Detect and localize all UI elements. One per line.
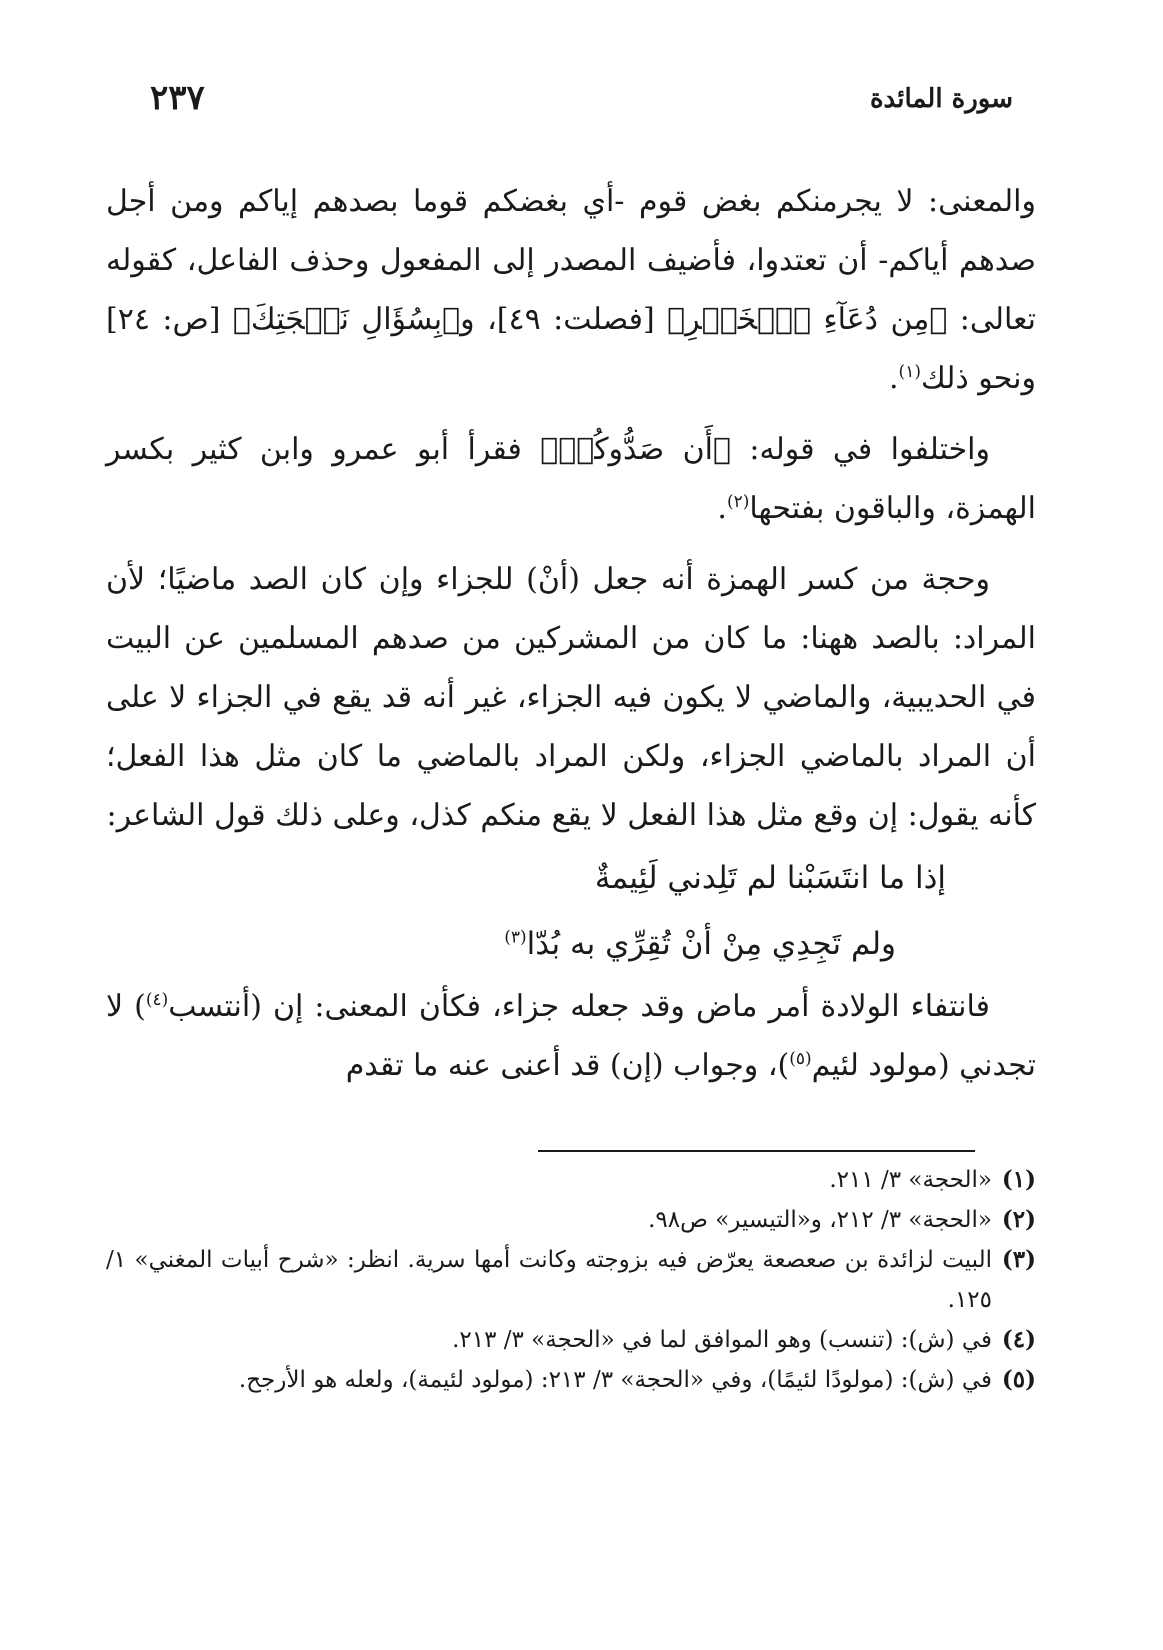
footnote-text: البيت لزائدة بن صعصعة يعرّض فيه بزوجته وكانت أمها سرية. انظر: «شرح أبيات المغني» ١/ ١٢٥.	[106, 1247, 992, 1313]
footnote-ref-1: (١)	[898, 362, 921, 382]
verse-line-1: إذا ما انتَسَبْنا لم تَلِدني لَئِيمةٌ	[594, 860, 946, 896]
footnote-text: في (ش): (تنسب) وهو الموافق لما في «الحجة» ٣/ ٢١٣.	[452, 1327, 992, 1353]
footnote-text: «الحجة» ٣/ ٢١٢، و«التيسير» ص٩٨.	[648, 1207, 992, 1233]
poetry-verse	[106, 845, 1036, 977]
verse-line-2-text: ولم تَجِدِي مِنْ أنْ تُقِرِّي به بُدّا	[526, 926, 896, 962]
paragraph-argument: وحجة من كسر الهمزة أنه جعل (أنْ) للجزاء وإن كان الصد ماضيًا؛ لأن المراد: بالصد ههنا: ما كان من المشركين من صدهم المسلمين عن البيت في الحديبية، والماضي لا يكون فيه الجزاء، غير أنه قد يقع في الجزاء لا على أن المراد بالماضي الجزاء، ولكن المراد بالماضي ما كان مثل هذا الفعل؛ كأنه يقول: إن وقع مثل هذا الفعل لا يقع منكم كذل، وعلى ذلك قول الشاعر:	[106, 562, 1036, 833]
footnote-3	[106, 1240, 1036, 1320]
footnotes	[106, 1160, 1036, 1400]
footnote-text: في (ش): (مولودًا لئيمًا)، وفي «الحجة» ٣/ ٢١٣: (مولود لئيمة)، ولعله هو الأرجح.	[238, 1367, 992, 1393]
footnote-number: (٣)	[1001, 1246, 1036, 1273]
footnote-divider	[538, 1150, 975, 1152]
paragraph-disagreement-text: واختلفوا في قوله: ﴿أَن صَدُّوكُمۡ﴾ فقرأ أبو عمرو وابن كثير بكسر الهمزة، والباقون بفتحها	[106, 432, 1036, 526]
footnote-ref-5: (٥)	[789, 1049, 812, 1069]
paragraph-conclusion-text-b: ) لا تجدني (مولود لئيم	[106, 989, 1036, 1083]
footnote-number: (٤)	[1001, 1326, 1036, 1353]
paragraph-conclusion-text-a: فانتفاء الولادة أمر ماض وقد جعله جزاء، فكأن المعنى: إن (أنتسب	[168, 989, 990, 1024]
paragraph-conclusion	[106, 977, 1036, 1095]
footnote-number: (٥)	[1001, 1366, 1036, 1393]
paragraph-disagreement: واختلفوا في قوله: ﴿أَن صَدُّوكُمۡ﴾ فقرأ أبو عمرو وابن كثير بكسر الهمزة، والباقون بفتحها$^{(٢)}$.	[106, 432, 1036, 526]
verse-line-2	[106, 911, 1036, 977]
footnote-number: (١)	[1001, 1166, 1036, 1193]
paragraph-meaning-text: والمعنى: لا يجرمنكم بغض قوم -أي بغضكم قوما بصدهم إياكم ومن أجل صدهم أياكم- أن تعتدوا، فأضيف المصدر إلى المفعول وحذف الفاعل، كقوله تعالى: ﴿مِن دُعَآءِ ٱلۡخَيۡرِ﴾ [فصلت: ٤٩]، و﴿بِسُؤَالِ نَعۡجَتِكَ﴾ [ص: ٢٤] ونحو ذلك	[106, 184, 1037, 396]
surah-title: سورة المائدة	[869, 84, 1013, 114]
footnote-number: (٢)	[1001, 1206, 1036, 1233]
footnote-text: «الحجة» ٣/ ٢١١.	[829, 1167, 992, 1193]
footnote-4	[106, 1320, 1036, 1360]
footnote-1	[106, 1160, 1036, 1200]
footnote-ref-3: (٣)	[504, 927, 527, 948]
footnote-ref-4: (٤)	[145, 990, 169, 1010]
main-text	[106, 172, 1036, 1095]
paragraph-meaning: والمعنى: لا يجرمنكم بغض قوم -أي بغضكم قوما بصدهم إياكم ومن أجل صدهم أياكم- أن تعتدوا، فأضيف المصدر إلى المفعول وحذف الفاعل، كقوله تعالى: ﴿مِن دُعَآءِ ٱلۡخَيۡرِ﴾ [فصلت: ٤٩]، و﴿بِسُؤَالِ نَعۡجَتِكَ﴾ [ص: ٢٤] ونحو ذلك$^{(١)}$.	[106, 184, 1037, 396]
paragraph-conclusion-text-c: )، وجواب (إن) قد أعنى عنه ما تقدم	[345, 1048, 790, 1083]
page-header	[150, 78, 1013, 128]
page-number: ٢٣٧	[150, 78, 205, 118]
footnote-ref-2: (٢)	[726, 492, 750, 512]
footnote-2	[106, 1200, 1036, 1240]
footnote-5	[106, 1360, 1036, 1400]
